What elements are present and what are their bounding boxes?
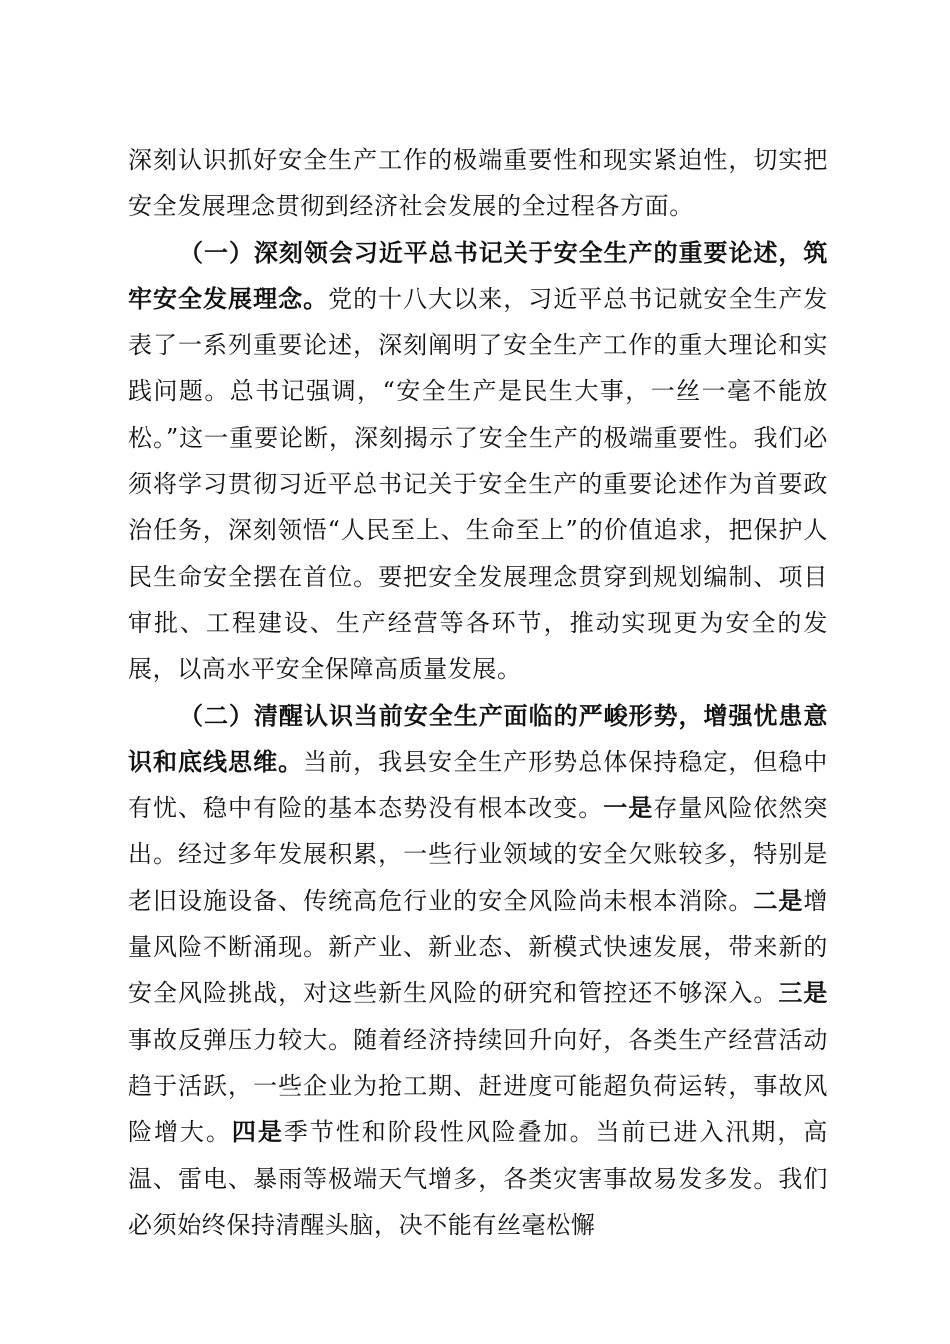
paragraph-text: 党的十八大以来，习近平总书记就安全生产发表了一系列重要论述，深刻阐明了安全生产工作的重大理论和实践问题。总书记强调，“安全生产是民生大事，一丝一毫不能放松。”这一重要论断，深刻揭示了安全生产的极端重要性。我们必须将学习贯彻习近平总书记关于安全生产的重要论述作为首要政治任务，深刻领悟“人民至上、生命至上”的价值追求，把保护人民生命安全摆在首位。要把安全发展理念贯穿到规划编制、项目审批、工程建设、生产经营等各环节，推动实现更为安全的发展，以高水平安全保障高质量发展。 bbox=[128, 284, 828, 684]
paragraph-section-1 bbox=[128, 230, 828, 693]
section-heading-2: （二）清醒认识当前安全生产面临的严峻形势，增强忧患意识和底线思维。 bbox=[128, 701, 828, 776]
enum-marker-2: 二是 bbox=[753, 886, 804, 915]
enum-marker-1: 一是 bbox=[603, 794, 654, 823]
paragraph-intro bbox=[128, 137, 828, 230]
paragraph-text: 存量风险依然突出。经过多年发展积累，一些行业领域的安全欠账较多，特别是老旧设施设备、传统高危行业的安全风险尚未根本消除。 bbox=[128, 794, 828, 915]
document-body bbox=[128, 137, 828, 1248]
paragraph-text: 深刻认识抓好安全生产工作的极端重要性和现实紧迫性，切实把安全发展理念贯彻到经济社会发展的全过程各方面。 bbox=[128, 146, 828, 221]
paragraph-text: 当前，我县安全生产形势总体保持稳定，但稳中有忧、稳中有险的基本态势没有根本改变。 bbox=[128, 747, 828, 823]
enum-marker-3: 三是 bbox=[778, 979, 828, 1008]
paragraph-text: 事故反弹压力较大。随着经济持续回升向好，各类生产经营活动趋于活跃，一些企业为抢工期、赶进度可能超负荷运转，事故风险增大。 bbox=[128, 1025, 828, 1147]
section-heading-1: （一）深刻领会习近平总书记关于安全生产的重要论述，筑牢安全发展理念。 bbox=[128, 238, 828, 313]
paragraph-text: 季节性和阶段性风险叠加。当前已进入汛期，高温、雷电、暴雨等极端天气增多，各类灾害事故易发多发。我们必须始终保持清醒头脑，决不能有丝毫松懈 bbox=[128, 1118, 828, 1239]
enum-marker-4: 四是 bbox=[231, 1118, 284, 1147]
paragraph-section-2 bbox=[128, 693, 828, 1249]
paragraph-text: 增量风险不断涌现。新产业、新业态、新模式快速发展，带来新的安全风险挑战，对这些新生风险的研究和管控还不够深入。 bbox=[128, 886, 828, 1008]
